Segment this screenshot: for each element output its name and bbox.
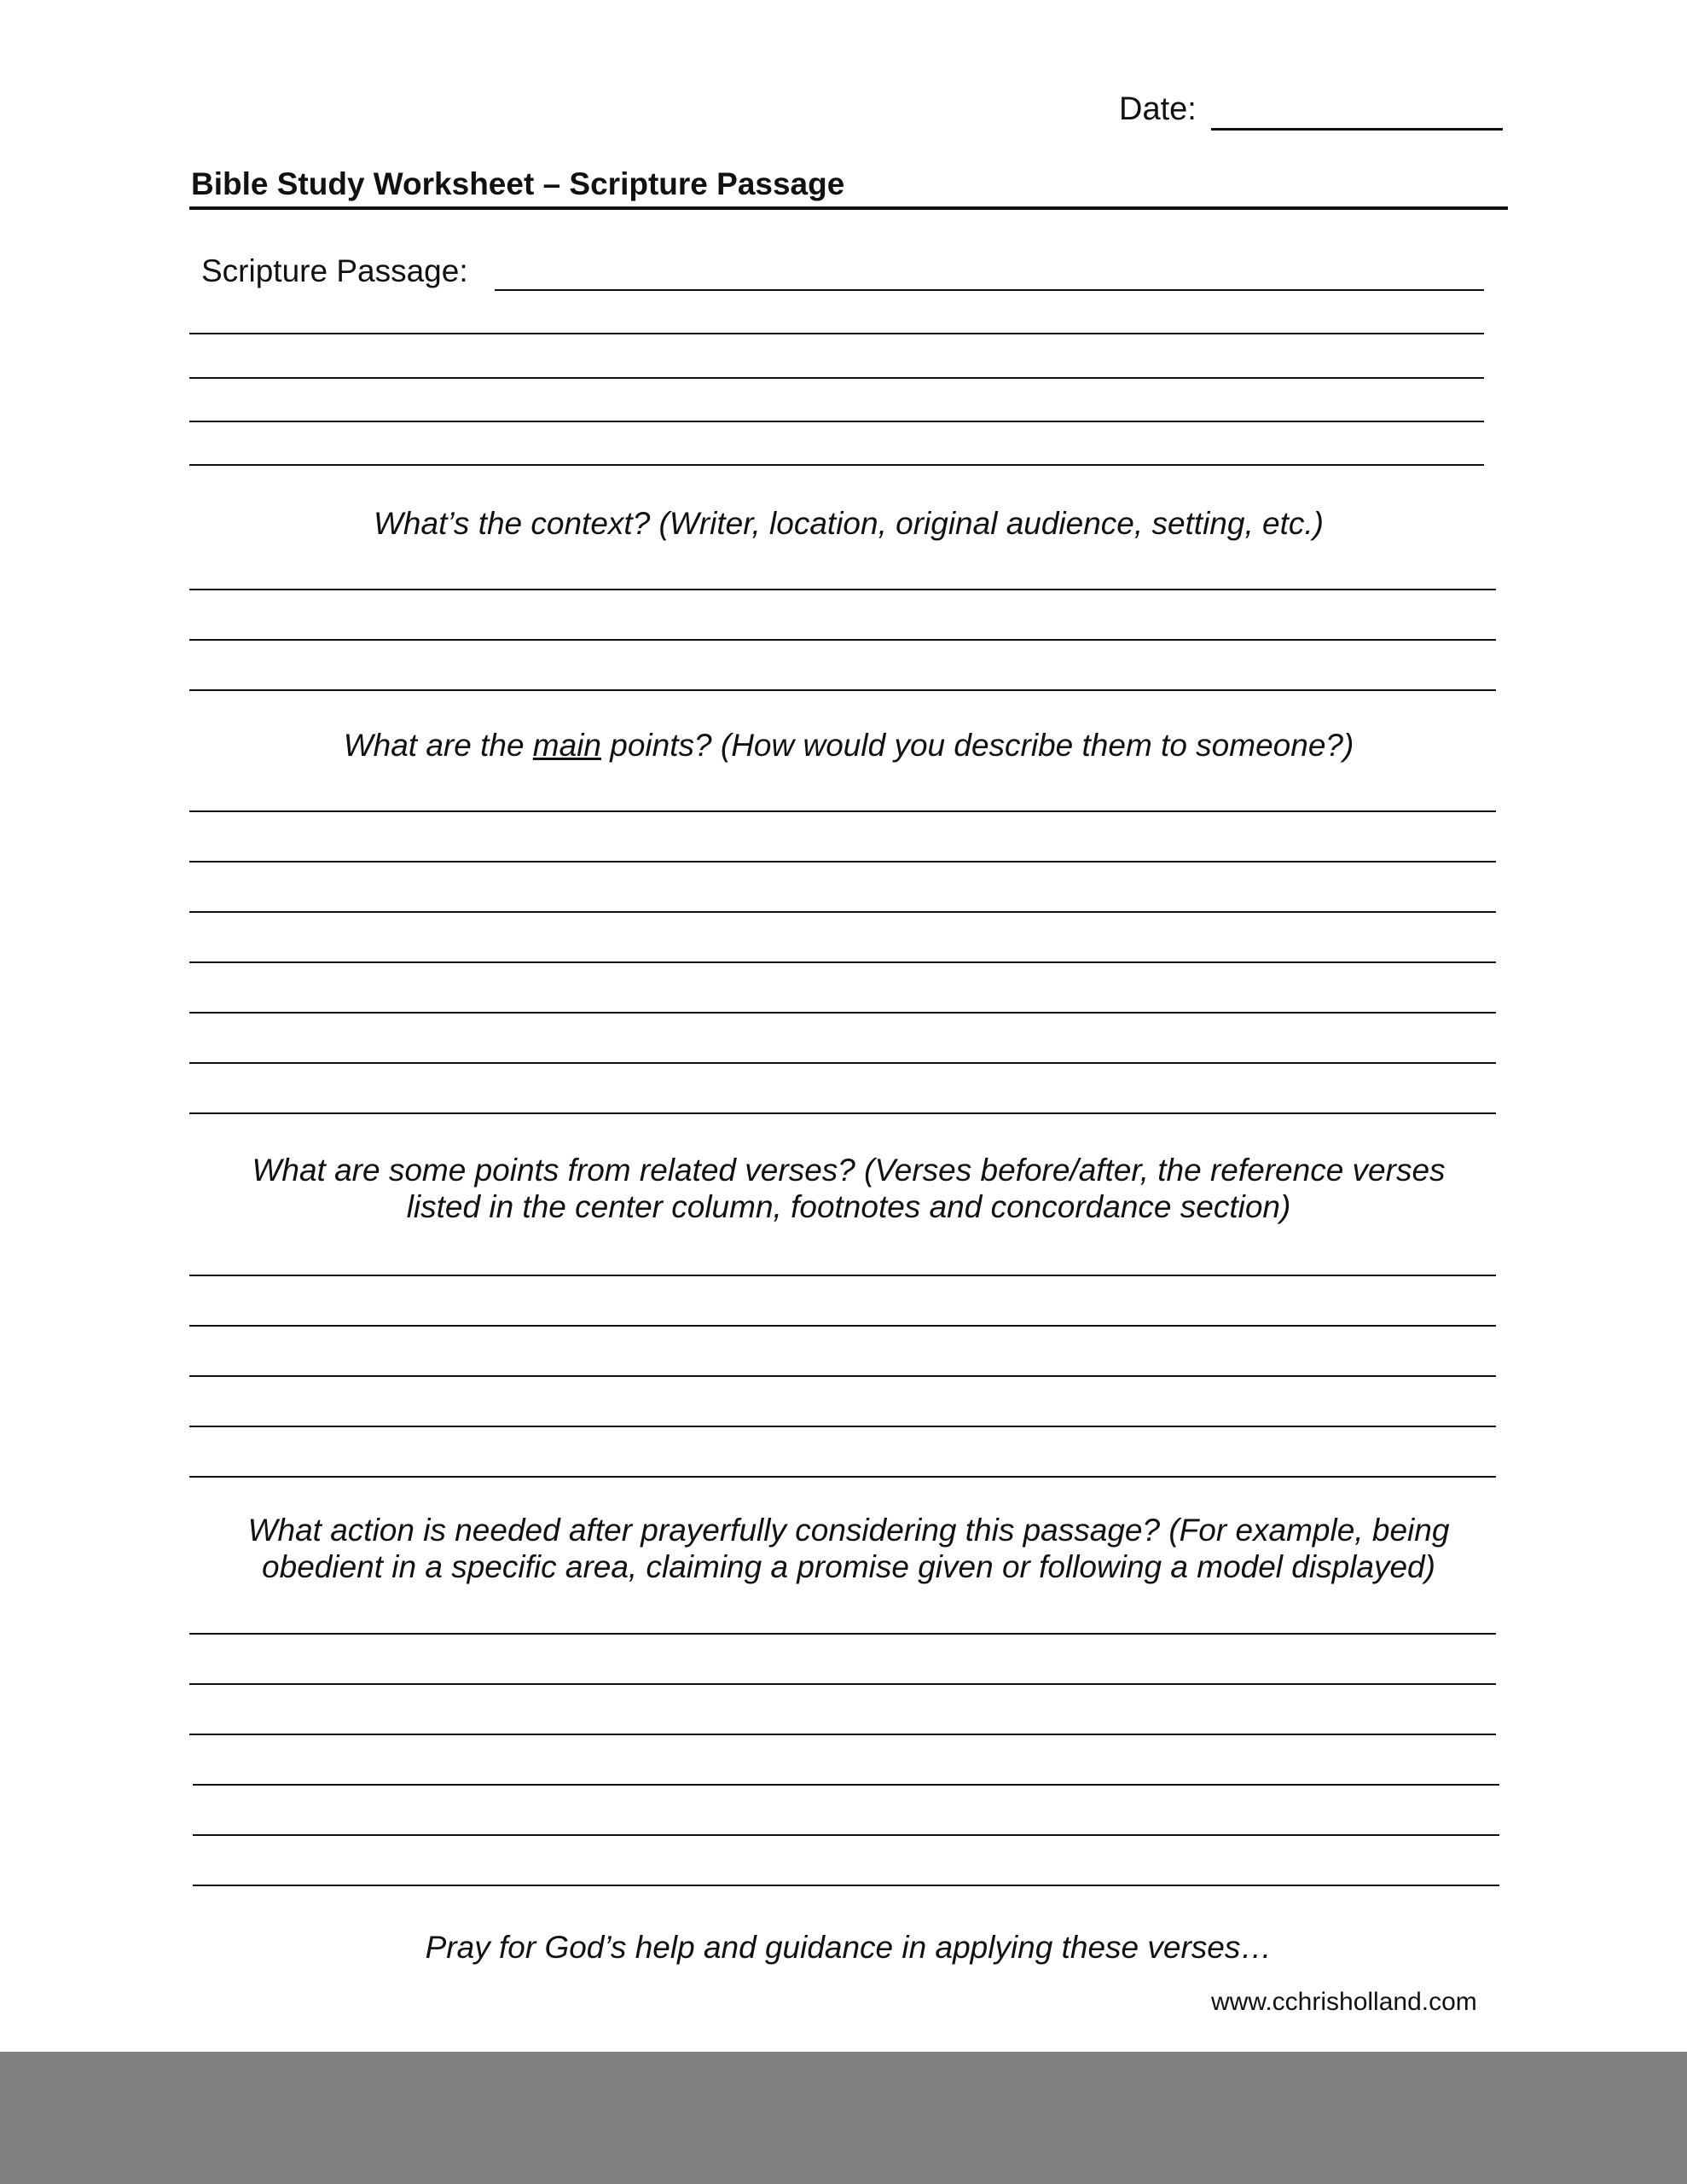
writing-line bbox=[193, 1885, 1499, 1886]
writing-line bbox=[189, 961, 1496, 963]
writing-line bbox=[189, 1375, 1496, 1377]
writing-line bbox=[189, 689, 1496, 691]
writing-line bbox=[189, 333, 1484, 334]
writing-line bbox=[193, 1784, 1499, 1786]
main-points-text-start: What are the bbox=[343, 728, 533, 763]
context-question: What’s the context? (Writer, location, original audience, setting, etc.) bbox=[374, 506, 1324, 541]
writing-line bbox=[189, 1633, 1496, 1635]
main-points-text-end: points? (How would you describe them to someone?) bbox=[601, 728, 1354, 763]
writing-line bbox=[189, 1426, 1496, 1427]
writing-line bbox=[495, 289, 1484, 291]
writing-line bbox=[189, 861, 1496, 863]
action-question bbox=[189, 1512, 1508, 1585]
writing-line bbox=[189, 1734, 1496, 1735]
bottom-gray-bar bbox=[0, 2052, 1687, 2184]
date-blank-line bbox=[1211, 128, 1503, 131]
action-line-1: What action is needed after prayerfully considering this passage? (For example, being bbox=[247, 1513, 1450, 1548]
date-label: Date: bbox=[1119, 91, 1197, 127]
writing-line bbox=[189, 911, 1496, 913]
writing-line bbox=[189, 1275, 1496, 1276]
writing-line bbox=[189, 810, 1496, 812]
closing-prayer: Pray for God’s help and guidance in applying these verses… bbox=[425, 1930, 1272, 1965]
scripture-passage-label: Scripture Passage: bbox=[201, 253, 468, 288]
main-points-emphasis: main bbox=[532, 728, 601, 763]
writing-line bbox=[189, 1062, 1496, 1064]
writing-line bbox=[193, 1834, 1499, 1836]
writing-line bbox=[189, 1683, 1496, 1685]
writing-line bbox=[189, 639, 1496, 641]
writing-line bbox=[189, 1112, 1496, 1114]
title-divider bbox=[189, 206, 1508, 210]
related-verses-line-1: What are some points from related verses? (Verses before/after, the reference verses bbox=[252, 1153, 1446, 1188]
writing-line bbox=[189, 1476, 1496, 1478]
writing-line bbox=[189, 1012, 1496, 1014]
action-line-2: obedient in a specific area, claiming a promise given or following a model displayed) bbox=[262, 1549, 1435, 1584]
writing-line bbox=[189, 589, 1496, 590]
related-verses-question bbox=[189, 1152, 1508, 1225]
page-title: Bible Study Worksheet – Scripture Passage bbox=[191, 166, 845, 201]
footer-url: www.cchrisholland.com bbox=[1211, 1988, 1477, 2016]
related-verses-line-2: listed in the center column, footnotes and concordance section) bbox=[406, 1189, 1291, 1224]
writing-line bbox=[189, 464, 1484, 466]
writing-line bbox=[189, 1325, 1496, 1327]
writing-line bbox=[189, 421, 1484, 422]
main-points-question bbox=[189, 727, 1508, 764]
writing-line bbox=[189, 377, 1484, 379]
